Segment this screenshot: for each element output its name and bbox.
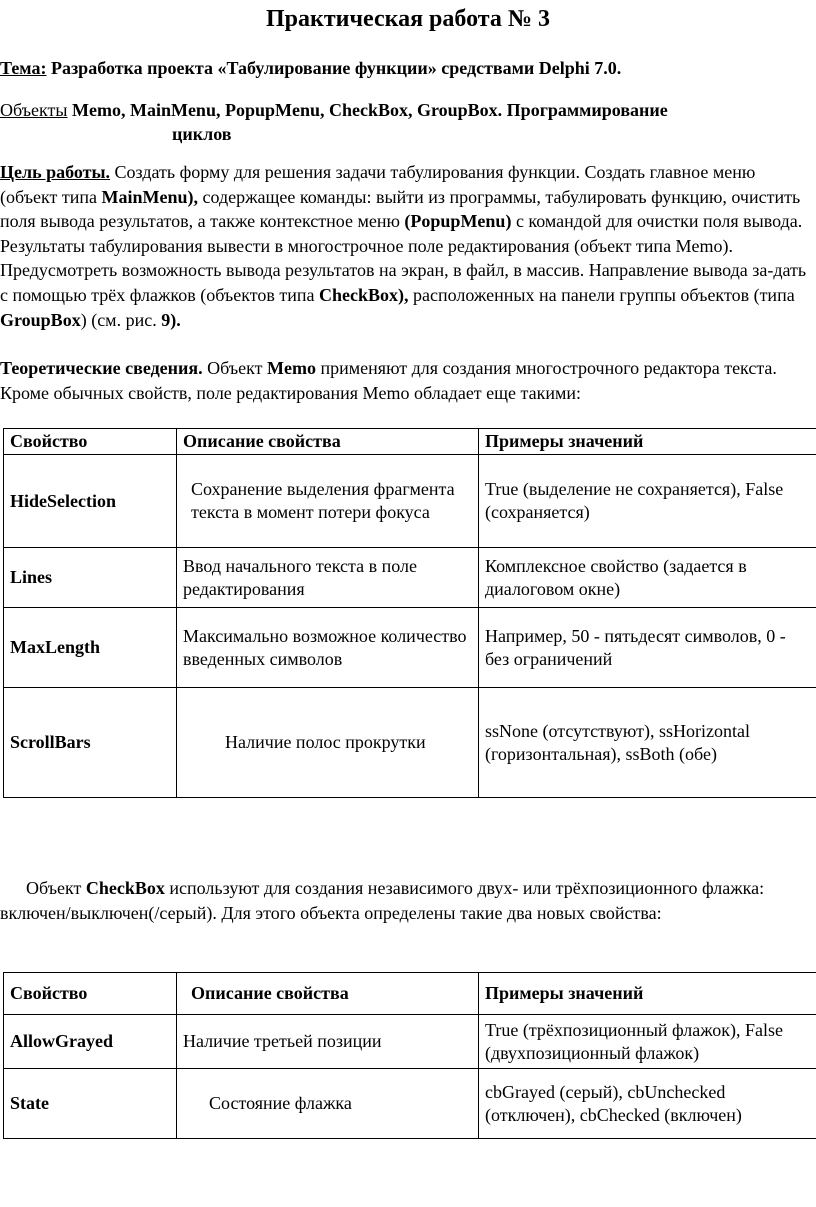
objects-text-cont: циклов: [172, 124, 232, 144]
property-cell: HideSelection: [4, 455, 177, 548]
checkbox-name: CheckBox: [85, 878, 165, 898]
theory-label: Теоретические сведения.: [0, 358, 203, 378]
checkbox-text-2: используют для создания независимого двух- или трёхпозиционного флажка: включен/выключен(/серый). Для этого объекта определены такие два новых свойства:: [0, 878, 765, 923]
goal-text-4: расположенных на панели группы объектов (типа: [408, 284, 795, 305]
goal-fig-ref: 9).: [161, 309, 181, 330]
goal-checkbox: CheckBox),: [318, 284, 409, 305]
topic-label: Тема:: [0, 58, 47, 78]
objects-label: Объекты: [0, 100, 68, 120]
theory-text-1: Объект: [202, 358, 268, 378]
property-cell: AllowGrayed: [4, 1015, 177, 1069]
theory-memo: Memo: [267, 358, 317, 378]
theory-text-2: применяют для создания многострочного редактора текста. Кроме обычных свойств, поле редактирования Memo обладает еще такими:: [0, 358, 777, 403]
table-row: [4, 548, 816, 608]
table-row: [4, 608, 816, 688]
goal-paragraph: [0, 160, 812, 332]
goal-text-2: содержащее команды: выйти из программы, табулировать функцию, очистить поля вывода результатов, а также контекстное меню: [0, 186, 801, 232]
goal-label: Цель работы.: [0, 162, 111, 182]
description-cell: Ввод начального текста в поле редактирования: [177, 548, 479, 608]
examples-cell: Например, 50 - пятьдесят символов, 0 - без ограничений: [479, 608, 816, 688]
property-cell: State: [4, 1069, 177, 1139]
examples-cell: Комплексное свойство (задается в диалоговом окне): [479, 548, 816, 608]
checkbox-paragraph: [0, 876, 812, 925]
page-title: Практическая работа № 3: [266, 6, 550, 32]
header-description: Описание свойства: [177, 429, 479, 455]
header-property: Свойство: [4, 973, 177, 1015]
examples-cell: ssNone (отсутствуют), ssHorizontal (горизонтальная), ssBoth (обе): [479, 688, 816, 798]
topic-line: [0, 58, 621, 79]
header-examples: Примеры значений: [479, 429, 816, 455]
description-cell: Состояние флажка: [177, 1069, 479, 1139]
property-cell: Lines: [4, 548, 177, 608]
table-row: [4, 1069, 816, 1139]
property-cell: MaxLength: [4, 608, 177, 688]
goal-mainmenu: MainMenu),: [101, 186, 198, 207]
table-row: [4, 688, 816, 798]
goal-text-1: Создать форму для решения задачи табулирования функции. Создать главное меню (объект типа: [0, 162, 756, 207]
table-header-row: [4, 973, 816, 1015]
examples-cell: True (трёхпозиционный флажок), False (двухпозиционный флажок): [479, 1015, 816, 1069]
description-cell: Наличие третьей позиции: [177, 1015, 479, 1069]
table-header-row: [4, 429, 816, 455]
table-row: [4, 455, 816, 548]
checkbox-properties-table: [3, 972, 816, 1139]
theory-paragraph: [0, 356, 812, 405]
description-cell: Сохранение выделения фрагмента текста в момент потери фокуса: [177, 455, 479, 548]
header-examples: Примеры значений: [479, 973, 816, 1015]
examples-cell: True (выделение не сохраняется), False (сохраняется): [479, 455, 816, 548]
header-description: Описание свойства: [177, 973, 479, 1015]
checkbox-text-1: Объект: [26, 878, 86, 898]
memo-properties-table: [3, 428, 816, 798]
goal-text-5: ) (см. рис.: [80, 309, 162, 330]
objects-line: [0, 100, 668, 121]
goal-groupbox: GroupBox: [0, 309, 81, 330]
goal-popupmenu: (PopupMenu): [404, 211, 512, 232]
topic-text: Разработка проекта «Табулирование функции» средствами Delphi 7.0.: [46, 58, 622, 78]
description-cell: Максимально возможное количество введенных символов: [177, 608, 479, 688]
examples-cell: cbGrayed (серый), cbUnchecked (отключен), cbChecked (включен): [479, 1069, 816, 1139]
header-property: Свойство: [4, 429, 177, 455]
table-row: [4, 1015, 816, 1069]
objects-text: Memo, MainMenu, PopupMenu, CheckBox, GroupBox. Программирование: [67, 100, 668, 120]
description-cell: Наличие полос прокрутки: [177, 688, 479, 798]
property-cell: ScrollBars: [4, 688, 177, 798]
goal-text-3: с командой для очистки поля вывода. Результаты табулирования вывести в многострочное поле редактирования (объект типа Memo). Предусмотреть возможность вывода результатов на экран, в файл, в массив. Направление вывода за-дать с помощью трёх флажков (объектов типа: [0, 211, 807, 305]
